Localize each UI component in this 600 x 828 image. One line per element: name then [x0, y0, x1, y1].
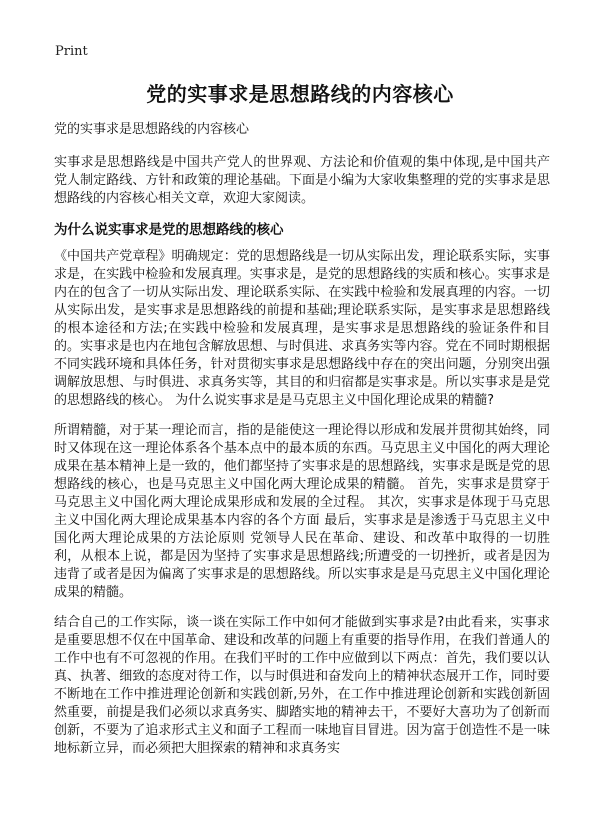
- article-subtitle: 党的实事求是思想路线的内容核心: [54, 122, 250, 137]
- article-body: [54, 120, 550, 770]
- body-paragraph: 《中国共产党章程》明确规定：党的思想路线是一切从实际出发，理论联系实际，实事求是，在实践中检验和发展真理。实事求是，是党的思想路线的实质和核心。实事求是内在的包含了一切从实际出发、理论联系实际、在实践中检验和发展真理的内容。一切从实际出发，是实事求是思想路线的前提和基础;理论联系实际，是实事求是思想路线的根本途径和方法;在实践中检验和发展真理，是实事求是思想路线的验证条件和目的。实事求是也内在地包含解放思想、与时俱进、求真务实等内容。党在不同时期根据不同实践环境和具体任务，针对贯彻实事求是思想路线中存在的突出问题，分别突出强调解放思想、与时俱进、求真务实等，其目的和归宿都是实事求是。所以实事求是是党的思想路线的核心。 为什么说实事求是是马克思主义中国化理论成果的精髓?: [54, 249, 550, 408]
- body-paragraph: 所谓精髓，对于某一理论而言，指的是能使这一理论得以形成和发展并贯彻其始终，同时又体现在这一理论体系各个基本点中的最本质的东西。马克思主义中国化的两大理论成果在基本精神上是一致的，他们都坚持了实事求是的思想路线，实事求是既是党的思想路线的核心，也是马克思主义中国化两大理论成果的精髓。 首先，实事求是贯穿于马克思主义中国化两大理论成果形成和发展的全过程。 其次，实事求是体现于马克思主义中国化两大理论成果基本内容的各个方面 最后，实事求是是渗透于马克思主义中国化两大理论成果的方法论原则 党领导人民在革命、建设、和改革中取得的一切胜利，从根本上说，都是因为坚持了实事求是思想路线;所遭受的一切挫折，或者是因为违背了或者是因为偏离了实事求是的思想路线。所以实事求是是马克思主义中国化理论成果的精髓。: [54, 423, 550, 600]
- section-heading: 为什么说实事求是党的思想路线的核心: [54, 222, 284, 238]
- body-paragraph: 结合自己的工作实际，谈一谈在实际工作中如何才能做到实事求是?由此看来，实事求是重要思想不仅在中国革命、建设和改革的问题上有重要的指导作用，在我们普通人的工作中也有不可忽视的作用。在我们平时的工作中应做到以下两点：首先，我们要以认真、执著、细致的态度对待工作，以与时俱进和奋发向上的精神状态展开工作，同时要不断地在工作中推进理论创新和实践创新,另外，在工作中推进理论创新和实践创新固然重要，前提是我们必须以求真务实、脚踏实地的精神去干，不要好大喜功为了创新而创新，不要为了追求形式主义和面子工程而一味地盲目冒进。因为富于创造性不是一味地标新立异，而必须把大胆探索的精神和求真务实: [54, 615, 550, 756]
- intro-paragraph: 实事求是思想路线是中国共产党人的世界观、方法论和价值观的集中体现,是中国共产党人制定路线、方针和政策的理论基础。下面是小编为大家收集整理的党的实事求是思想路线的内容核心相关文章，欢迎大家阅读。: [54, 155, 550, 206]
- print-link[interactable]: Print: [55, 44, 88, 59]
- page-title: 党的实事求是思想路线的内容核心: [146, 82, 454, 106]
